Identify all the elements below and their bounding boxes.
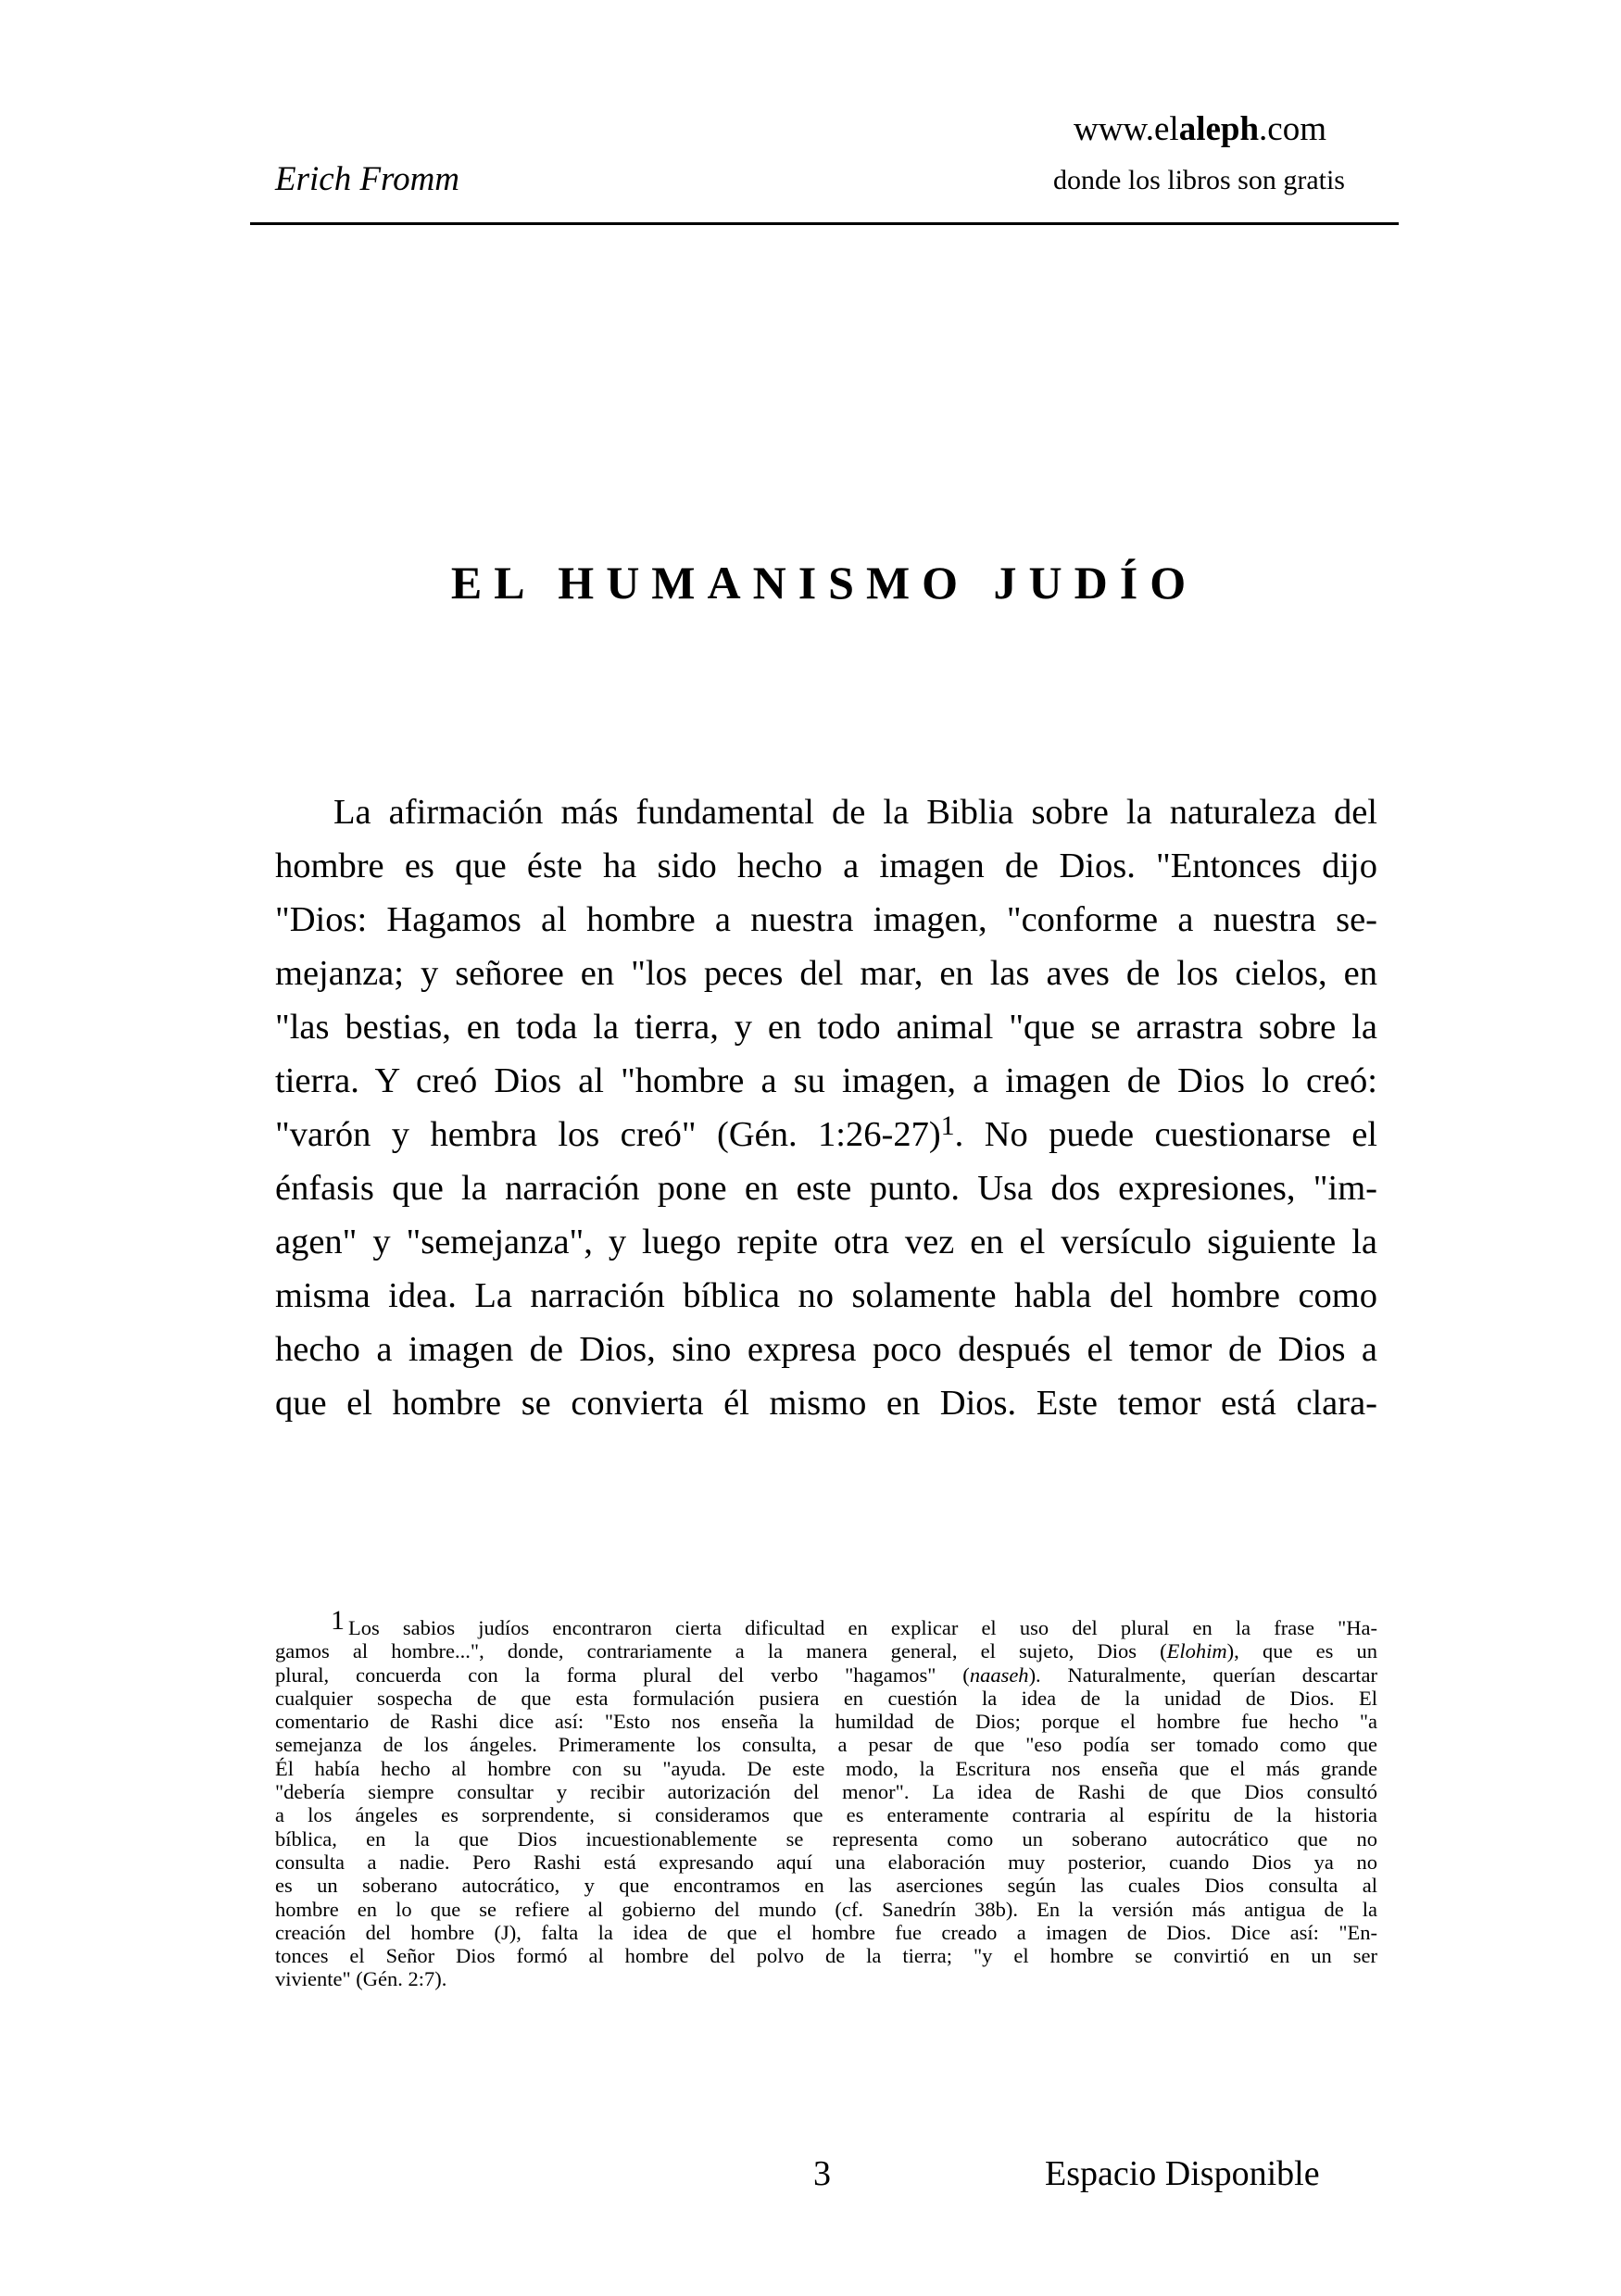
footnote-line: [275, 1944, 1377, 1967]
footnote-text: gamos al hombre...", donde, contrariamente a la manera general, el sujeto, Dios (: [275, 1639, 1167, 1663]
page-number: 3: [813, 2154, 831, 2193]
footnote-line: [275, 1663, 1377, 1687]
footnote-text: semejanza de los ángeles. Primeramente los consulta, a pesar de que "eso podía ser tomado como que: [275, 1733, 1377, 1757]
body-line: tierra. Y creó Dios al "hombre a su imagen, a imagen de Dios lo creó:: [275, 1061, 1377, 1100]
footnote-line: [275, 1898, 1377, 1921]
footnote-text: tonces el Señor Dios formó al hombre del polvo de la tierra; "y el hombre se convirtió en un ser: [275, 1944, 1377, 1968]
site-url-suffix: .com: [1259, 110, 1326, 148]
footnote-reference[interactable]: 1: [940, 1110, 955, 1141]
footnote-text: es un soberano autocrático, y que encontramos en las aserciones según las cuales Dios consulta al: [275, 1874, 1377, 1898]
body-line: [275, 1108, 1377, 1161]
body-line: La afirmación más fundamental de la Biblia sobre la naturaleza del: [333, 793, 1377, 832]
footnote-italic-term: naaseh: [969, 1662, 1029, 1687]
site-url-prefix: www.el: [1073, 110, 1179, 148]
body-text: [275, 785, 1377, 1430]
chapter-title: EL HUMANISMO JUDÍO: [450, 557, 1199, 609]
footnote-line: [275, 1827, 1377, 1851]
footnote-line: [275, 1921, 1377, 1944]
body-line: hombre es que éste ha sido hecho a imagen de Dios. "Entonces dijo: [275, 847, 1377, 885]
footnote-text: ). Naturalmente, querían descartar: [1028, 1662, 1377, 1687]
footnote-text: comentario de Rashi dice así: "Esto nos enseña la humildad de Dios; porque el hombre fue hecho "a: [275, 1710, 1377, 1734]
footnote-text: a los ángeles es sorprendente, si consideramos que es enteramente contraria al espíritu de la historia: [275, 1803, 1377, 1827]
body-line-text: . No puede cuestionarse el: [954, 1115, 1378, 1154]
footnote-text: bíblica, en la que Dios incuestionablemente se representa como un soberano autocrático que no: [275, 1826, 1377, 1851]
body-line: énfasis que la narración pone en este punto. Usa dos expresiones, "im-: [275, 1169, 1377, 1208]
footnote-text: Él había hecho al hombre con su "ayuda. De este modo, la Escritura nos enseña que el más grande: [275, 1756, 1377, 1780]
footnote-line: [275, 1639, 1377, 1662]
body-line: misma idea. La narración bíblica no solamente habla del hombre como: [275, 1276, 1377, 1315]
footer-label: Espacio Disponible: [1045, 2154, 1320, 2193]
footnote-text: consulta a nadie. Pero Rashi está expresando aquí una elaboración muy posterior, cuando Dios ya no: [275, 1850, 1377, 1874]
footnote-text: cualquier sospecha de que esta formulación pusiera en cuestión la idea de la unidad de Dios. El: [275, 1686, 1377, 1710]
footnote-line: [275, 1733, 1377, 1756]
body-line: "Dios: Hagamos al hombre a nuestra imagen, "conforme a nuestra se-: [275, 900, 1377, 939]
footnote-line: [275, 1874, 1377, 1897]
site-url: [1074, 109, 1326, 149]
body-line: mejanza; y señoree en "los peces del mar, en las aves de los cielos, en: [275, 954, 1377, 993]
site-url-bold: aleph: [1178, 110, 1260, 148]
footnote-line: [275, 1687, 1377, 1710]
footnote-line: [275, 1757, 1377, 1780]
author-name: Erich Fromm: [275, 160, 460, 198]
footnote-italic-term: Elohim: [1166, 1639, 1227, 1663]
footnote-text: plural, concuerda con la forma plural del verbo "hagamos" (: [275, 1662, 970, 1687]
footnote-text: ), que es un: [1226, 1639, 1377, 1663]
footnote-text: creación del hombre (J), falta la idea de que el hombre fue creado a imagen de Dios. Dice así: "En-: [275, 1920, 1377, 1944]
body-line: que el hombre se convierta él mismo en Dios. Este temor está clara-: [275, 1384, 1377, 1423]
footnote-text: viviente" (Gén. 2:7).: [275, 1967, 447, 1991]
footnote-line: [275, 1605, 1377, 1639]
footnote-number: 1: [331, 1605, 345, 1636]
body-line: hecho a imagen de Dios, sino expresa poco después el temor de Dios a: [275, 1330, 1377, 1369]
footnote-line: [275, 1851, 1377, 1874]
body-line-text: "varón y hembra los creó" (Gén. 1:26-27): [275, 1115, 941, 1154]
footnote-text: hombre en lo que se refiere al gobierno del mundo (cf. Sanedrín 38b). En la versión más antigua de la: [275, 1897, 1377, 1921]
footnote-line: [275, 1710, 1377, 1733]
footnote-text: Los sabios judíos encontraron cierta dificultad en explicar el uso del plural en la frase "Ha-: [348, 1616, 1377, 1639]
footnote: [275, 1605, 1377, 1991]
footnote-line: [275, 1803, 1377, 1826]
body-line: "las bestias, en toda la tierra, y en todo animal "que se arrastra sobre la: [275, 1008, 1377, 1047]
footnote-line: [275, 1967, 1377, 1990]
header-rule: [250, 222, 1399, 225]
body-line: agen" y "semejanza", y luego repite otra vez en el versículo siguiente la: [275, 1223, 1377, 1261]
site-tagline: donde los libros son gratis: [1053, 165, 1345, 195]
footnote-line: [275, 1780, 1377, 1803]
footnote-text: "debería siempre consultar y recibir autorización del menor". La idea de Rashi de que Dios consultó: [275, 1780, 1377, 1804]
